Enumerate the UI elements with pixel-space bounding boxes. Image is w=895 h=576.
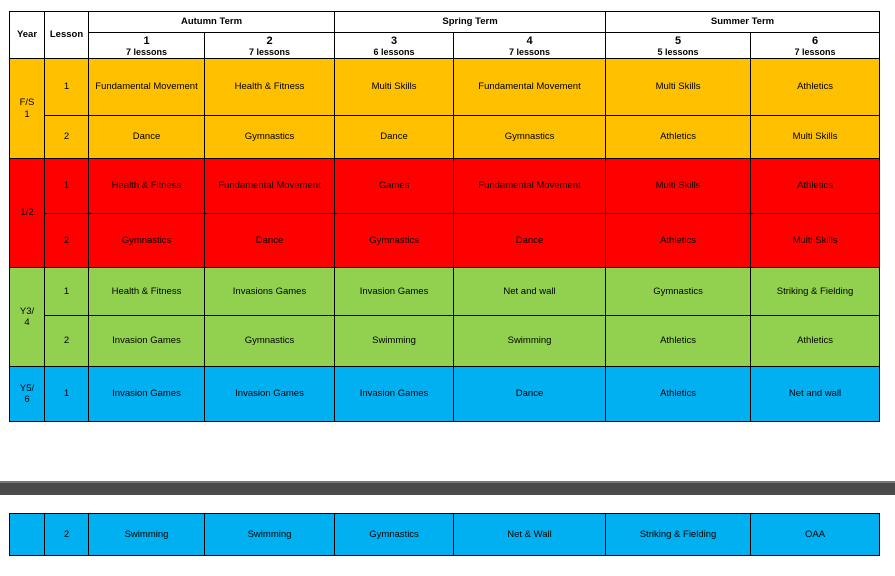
activity-cell: Athletics	[751, 59, 880, 116]
lesson-cell: 1	[45, 59, 89, 116]
activity-cell: Dance	[454, 367, 606, 422]
lesson-cell: 1	[45, 268, 89, 316]
lesson-cell: 2	[45, 316, 89, 367]
activity-cell: Invasion Games	[335, 268, 454, 316]
year-cell-y56: Y5/ 6	[10, 367, 45, 422]
activity-cell: Athletics	[606, 116, 751, 159]
week-number: 4	[526, 34, 533, 47]
activity-cell: Athletics	[606, 367, 751, 422]
activity-cell: Multi Skills	[751, 116, 880, 159]
activity-cell: Invasion Games	[89, 367, 205, 422]
week-header-1	[89, 33, 205, 59]
table-row	[10, 367, 880, 422]
week-number: 1	[143, 34, 150, 47]
activity-cell: Health & Fitness	[89, 159, 205, 214]
week-lesson-count: 7 lessons	[509, 46, 551, 57]
activity-cell: Athletics	[606, 316, 751, 367]
activity-cell: Net and wall	[751, 367, 880, 422]
activity-cell: Invasion Games	[89, 316, 205, 367]
table-row	[10, 159, 880, 214]
page-break-highlight	[0, 481, 895, 483]
week-lesson-count: 6 lessons	[373, 46, 415, 57]
activity-cell: Multi Skills	[606, 59, 751, 116]
activity-cell: Gymnastics	[335, 514, 454, 556]
week-header-3	[335, 33, 454, 59]
week-number: 6	[811, 34, 819, 47]
activity-cell: Multi Skills	[335, 59, 454, 116]
week-number: 2	[266, 34, 273, 47]
activity-cell: Invasions Games	[205, 268, 335, 316]
activity-cell: Athletics	[751, 316, 880, 367]
activity-cell: Striking & Fielding	[606, 514, 751, 556]
activity-cell: Gymnastics	[205, 316, 335, 367]
week-number: 5	[674, 34, 682, 47]
year-cell-y12: 1/2	[10, 159, 45, 268]
summer-term-header: Summer Term	[606, 12, 880, 33]
activity-cell: Swimming	[454, 316, 606, 367]
year-header: Year	[10, 12, 45, 59]
activity-cell: Striking & Fielding	[751, 268, 880, 316]
autumn-term-header: Autumn Term	[89, 12, 335, 33]
table-row	[10, 116, 880, 159]
lesson-header: Lesson	[45, 12, 89, 59]
lesson-cell: 2	[45, 116, 89, 159]
activity-cell: Swimming	[89, 514, 205, 556]
activity-cell: Fundamental Movement	[454, 59, 606, 116]
activity-cell: Dance	[205, 214, 335, 268]
activity-cell: Gymnastics	[454, 116, 606, 159]
activity-cell: Swimming	[335, 316, 454, 367]
week-lesson-count: 7 lessons	[794, 46, 836, 57]
year-cell-y34: Y3/ 4	[10, 268, 45, 367]
activity-cell: Net and wall	[454, 268, 606, 316]
activity-cell: Dance	[335, 116, 454, 159]
activity-cell: Multi Skills	[606, 159, 751, 214]
table-row	[10, 316, 880, 367]
activity-cell: Health & Fitness	[205, 59, 335, 116]
table-row	[10, 268, 880, 316]
activity-cell: Athletics	[751, 159, 880, 214]
lesson-cell: 2	[45, 214, 89, 268]
week-lesson-count: 5 lessons	[657, 46, 699, 57]
week-lesson-count: 7 lessons	[125, 46, 168, 57]
activity-cell: Gymnastics	[89, 214, 205, 268]
week-lesson-count: 7 lessons	[248, 46, 291, 57]
page-break-bar	[0, 481, 895, 495]
continuation-table	[9, 513, 880, 556]
activity-cell: Dance	[89, 116, 205, 159]
activity-cell: Swimming	[205, 514, 335, 556]
activity-cell: Net & Wall	[454, 514, 606, 556]
activity-cell: Gymnastics	[205, 116, 335, 159]
activity-cell: Gymnastics	[606, 268, 751, 316]
activity-cell: Invasion Games	[205, 367, 335, 422]
year-cell-fs1: F/S 1	[10, 59, 45, 159]
week-header-2	[205, 33, 335, 59]
table-row	[10, 214, 880, 268]
activity-cell: Fundamental Movement	[205, 159, 335, 214]
year-cell-empty	[10, 514, 45, 556]
activity-cell: Multi Skills	[751, 214, 880, 268]
activity-cell: Invasion Games	[335, 367, 454, 422]
week-header-4	[454, 33, 606, 59]
lesson-cell: 1	[45, 159, 89, 214]
activity-cell: OAA	[751, 514, 880, 556]
pe-curriculum-table	[9, 11, 880, 422]
activity-cell: Dance	[454, 214, 606, 268]
activity-cell: Health & Fitness	[89, 268, 205, 316]
lesson-cell: 2	[45, 514, 89, 556]
week-header-row	[10, 33, 880, 59]
activity-cell: Fundamental Movement	[454, 159, 606, 214]
table-row	[10, 514, 880, 556]
lesson-cell: 1	[45, 367, 89, 422]
spring-term-header: Spring Term	[335, 12, 606, 33]
week-header-6	[751, 33, 880, 59]
activity-cell: Gymnastics	[335, 214, 454, 268]
table-row	[10, 59, 880, 116]
week-header-5	[606, 33, 751, 59]
term-header-row	[10, 12, 880, 33]
activity-cell: Games	[335, 159, 454, 214]
activity-cell: Athletics	[606, 214, 751, 268]
week-number: 3	[390, 34, 398, 47]
activity-cell: Fundamental Movement	[89, 59, 205, 116]
